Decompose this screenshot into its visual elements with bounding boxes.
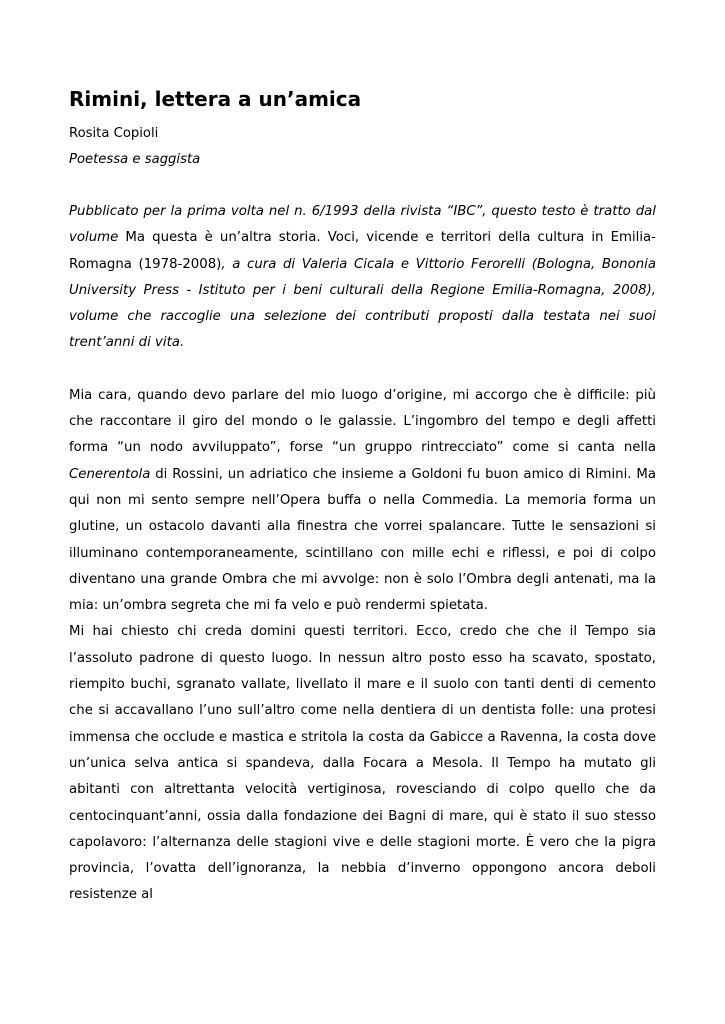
- body-paragraph-2: Mi hai chiesto chi creda domini questi territori. Ecco, credo che che il Tempo sia l’assoluto padrone di questo luogo. In nessun altro posto esso ha scavato, spostato, riempito buchi, sgranato vallate, livellato il mare e il suolo con tanti denti di cemento che si accavallano l’uno sull’altro come nella dentiera di un dentista folle: una protesi immensa che occlude e mastica e stritola la costa da Gabicce a Ravenna, la costa dove un’unica selva antica si spandeva, dalla Focara a Mesola. Il Tempo ha mutato gli abitanti con altrettanta velocità vertiginosa, rovesciando di colpo quello che da centocinquant’anni, ossia dalla fondazione dei Bagni di mare, qui è stato il suo stesso capolavoro: l’alternanza delle stagioni vive e delle stagioni morte. È vero che la pigra provincia, l’ovatta dell’ignoranza, la nebbia d’inverno oppongono ancora deboli resistenze al: [69, 624, 656, 903]
- paragraph-1-text: Mia cara, quando devo parlare del mio luogo d’origine, mi accorgo che è difficile: più che raccontare il giro del mondo o le galassie. L’ingombro del tempo e degli affetti forma “un nodo avviluppato”, forse “un gruppo rintrecciato” come si canta nella: [69, 387, 656, 456]
- publication-note-text: Pubblicato per la prima volta nel n. 6/1993 della rivista “IBC”, questo testo è tratto dal volume: [69, 204, 656, 246]
- book-title: Ma questa è un’altra storia. Voci, vicende e territori della cultura in Emilia-Romagna (1978-2008): [69, 230, 656, 272]
- publication-note-text-end: , a cura di Valeria Cicala e Vittorio Ferorelli (Bologna, Bononia University Press - Istituto per i beni culturali della Regione Emilia-Romagna, 2008), volume che raccoglie una selezione dei contributi proposti dalla testata nei suoi trent’anni di vita.: [69, 256, 656, 351]
- author-name: Rosita Copioli: [69, 126, 159, 141]
- paragraph-1-text-end: di Rossini, un adriatico che insieme a Goldoni fu buon amico di Rimini. Ma qui non mi sento sempre nell’Opera buffa o nella Commedia. La memoria forma un glutine, un ostacolo davanti alla finestra che vorrei spalancare. Tutte le sensazioni si illuminano contemporaneamente, scintillano con mille echi e riflessi, e poi di colpo diventano una grande Ombra che mi avvolge: non è solo l’Ombra degli antenati, ma la mia: un’ombra segreta che mi fa velo e può rendermi spietata.: [69, 466, 656, 614]
- author-role: Poetessa e saggista: [69, 152, 201, 167]
- publication-note: [69, 199, 656, 357]
- document-title: Rimini, lettera a un’amica: [69, 87, 362, 111]
- body-paragraph-1: [69, 383, 656, 620]
- opera-title: Cenerentola: [69, 466, 151, 482]
- document-page: [69, 85, 656, 909]
